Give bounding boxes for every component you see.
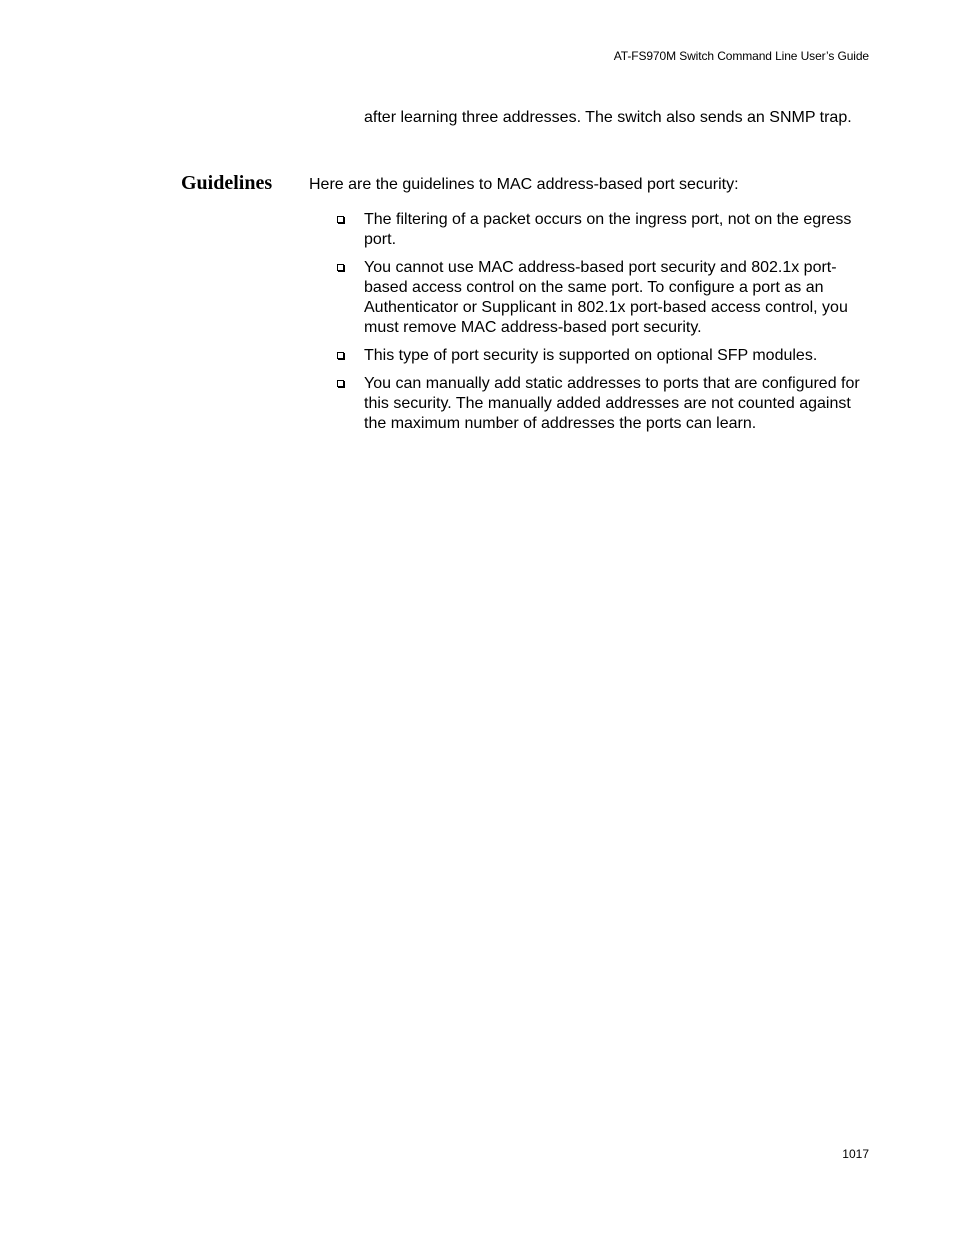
list-item-text: You can manually add static addresses to ports that are configured for this security. The manually added addresses are not counted against the maximum number of addresses the ports can learn. — [364, 375, 860, 432]
guidelines-list — [336, 210, 876, 442]
list-item — [336, 346, 876, 366]
continuation-paragraph: after learning three addresses. The switch also sends an SNMP trap. — [364, 109, 852, 126]
running-header: AT-FS970M Switch Command Line User’s Guide — [613, 49, 869, 63]
list-item — [336, 210, 876, 250]
square-bullet-icon — [337, 264, 344, 271]
square-bullet-icon — [337, 216, 344, 223]
list-item-text: You cannot use MAC address-based port security and 802.1x port-based access control on the same port. To configure a port as an Authenticator or Supplicant in 802.1x port-based access control, you must remove MAC address-based port security. — [364, 259, 848, 336]
list-item — [336, 374, 876, 434]
list-item-text: The filtering of a packet occurs on the ingress port, not on the egress port. — [364, 211, 852, 248]
list-item-text: This type of port security is supported on optional SFP modules. — [364, 347, 818, 364]
page-number: 1017 — [842, 1147, 869, 1161]
section-heading: Guidelines — [181, 172, 273, 194]
square-bullet-icon — [337, 352, 344, 359]
section-intro: Here are the guidelines to MAC address-based port security: — [309, 176, 739, 193]
list-item — [336, 258, 876, 338]
square-bullet-icon — [337, 380, 344, 387]
